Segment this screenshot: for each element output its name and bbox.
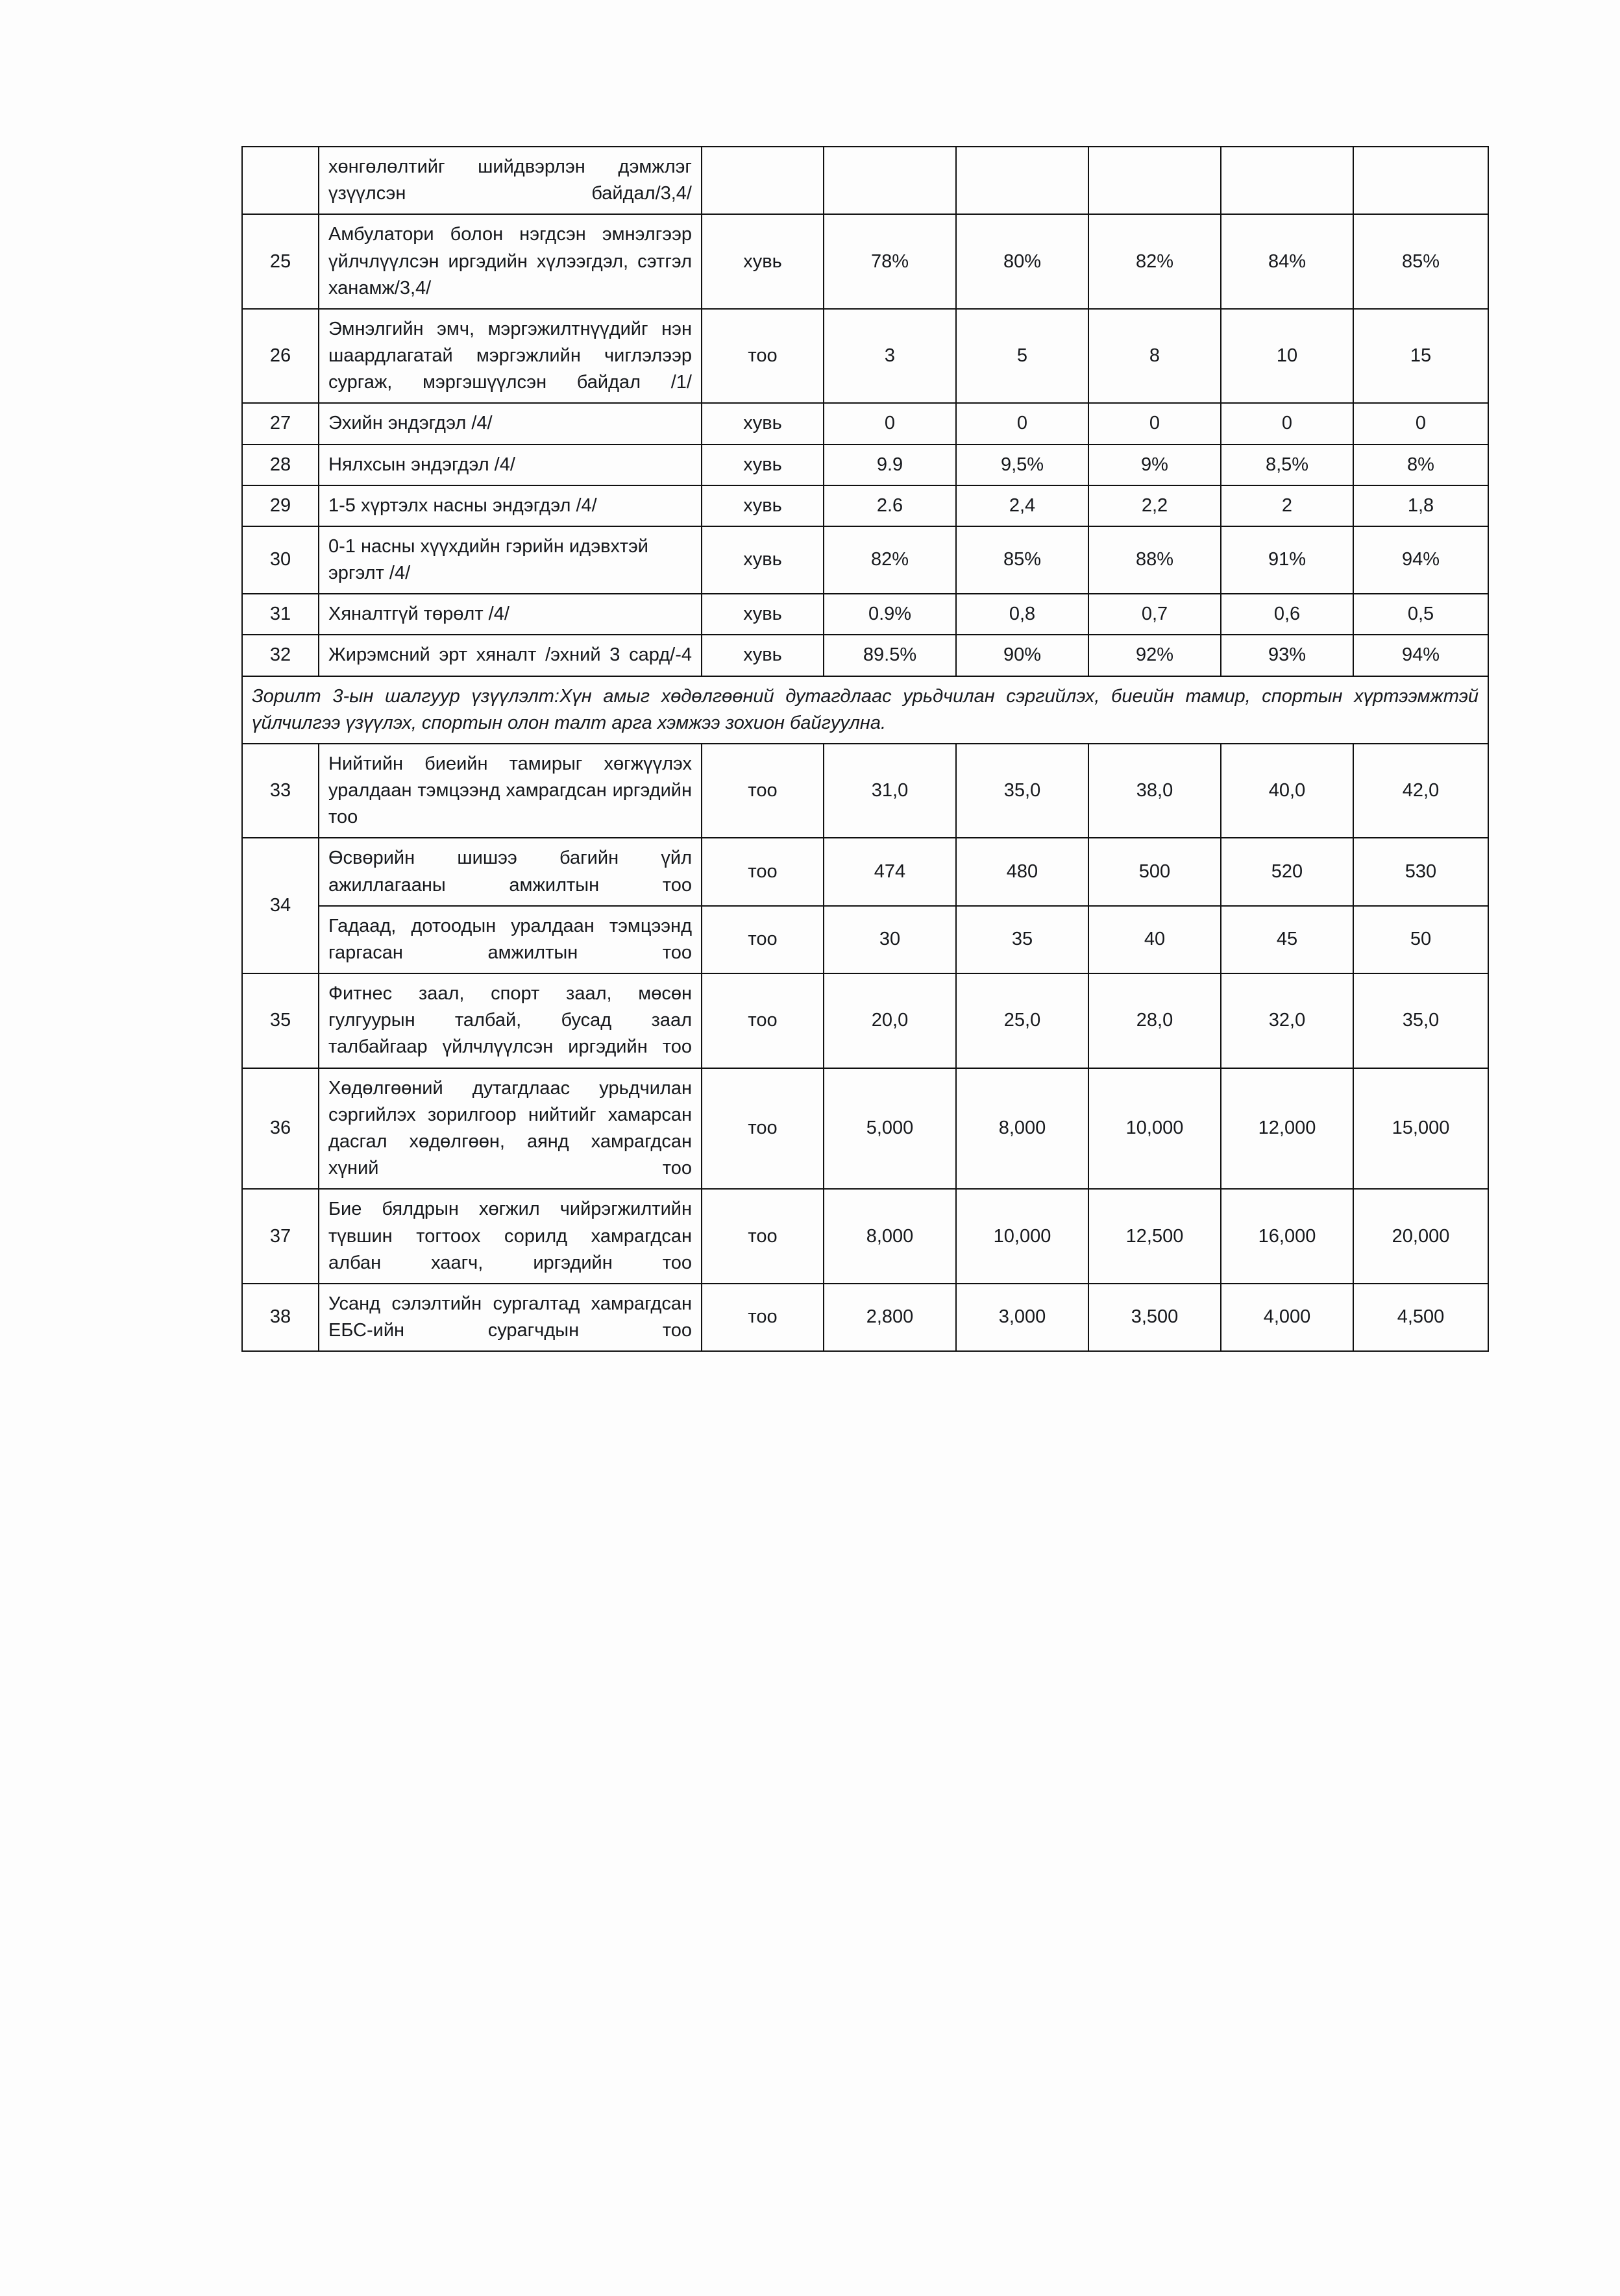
value-cell: 10 — [1221, 309, 1353, 404]
row-number: 25 — [242, 214, 319, 309]
value-cell: 8,000 — [824, 1189, 956, 1284]
value-cell — [1353, 147, 1488, 214]
value-cell: 8 — [1088, 309, 1221, 404]
value-cell: 84% — [1221, 214, 1353, 309]
value-cell: 92% — [1088, 635, 1221, 676]
value-cell: 12,000 — [1221, 1068, 1353, 1190]
value-cell: 480 — [956, 838, 1088, 905]
table-row — [242, 973, 1488, 1068]
unit-cell: тоо — [702, 973, 824, 1068]
value-cell: 1,8 — [1353, 485, 1488, 526]
value-cell: 9.9 — [824, 445, 956, 485]
value-cell: 28,0 — [1088, 973, 1221, 1068]
unit-cell: хувь — [702, 526, 824, 594]
row-number: 29 — [242, 485, 319, 526]
goal-statement: Зорилт 3-ын шалгуур үзүүлэлт:Хүн амыг хөдөлгөөний дутагдлаас урьдчилан сэргийлэх, биеийн тамир, спортын хүртээмжтэй үйлчилгээ үзүүлэх, спортын олон талт арга хэмжээ зохион байгуулна. — [242, 676, 1488, 744]
indicator-text: Өсвөрийн шишээ багийн үйл ажиллагааны амжилтын тоо — [319, 838, 702, 905]
value-cell: 3,500 — [1088, 1284, 1221, 1351]
value-cell — [824, 147, 956, 214]
value-cell: 25,0 — [956, 973, 1088, 1068]
value-cell: 78% — [824, 214, 956, 309]
value-cell: 2.6 — [824, 485, 956, 526]
value-cell: 15 — [1353, 309, 1488, 404]
indicator-text: Гадаад, дотоодын уралдаан тэмцээнд гаргасан амжилтын тоо — [319, 906, 702, 973]
value-cell: 0 — [824, 403, 956, 444]
table-row — [242, 485, 1488, 526]
indicator-text: Жирэмсний эрт хяналт /эхний 3 сард/-4 — [319, 635, 702, 676]
value-cell — [1088, 147, 1221, 214]
value-cell: 35,0 — [956, 744, 1088, 838]
value-cell: 0,6 — [1221, 594, 1353, 635]
unit-cell: тоо — [702, 838, 824, 905]
value-cell: 88% — [1088, 526, 1221, 594]
row-number: 34 — [242, 838, 319, 973]
value-cell: 2 — [1221, 485, 1353, 526]
row-number: 26 — [242, 309, 319, 404]
indicator-text: 1-5 хүртэлх насны эндэгдэл /4/ — [319, 485, 702, 526]
unit-cell: хувь — [702, 445, 824, 485]
value-cell: 0.9% — [824, 594, 956, 635]
unit-cell: хувь — [702, 485, 824, 526]
value-cell: 12,500 — [1088, 1189, 1221, 1284]
value-cell: 474 — [824, 838, 956, 905]
value-cell: 32,0 — [1221, 973, 1353, 1068]
value-cell: 0 — [956, 403, 1088, 444]
value-cell: 8,000 — [956, 1068, 1088, 1190]
indicator-text: Хөдөлгөөний дутагдлаас урьдчилан сэргийлэх зорилгоор нийтийг хамарсан дасгал хөдөлгөөн, аянд хамрагдсан хүний тоо — [319, 1068, 702, 1190]
value-cell: 0 — [1353, 403, 1488, 444]
unit-cell: тоо — [702, 1284, 824, 1351]
value-cell: 2,800 — [824, 1284, 956, 1351]
value-cell — [956, 147, 1088, 214]
value-cell: 4,500 — [1353, 1284, 1488, 1351]
value-cell: 35 — [956, 906, 1088, 973]
unit-cell: хувь — [702, 635, 824, 676]
value-cell: 9% — [1088, 445, 1221, 485]
value-cell: 2,2 — [1088, 485, 1221, 526]
indicator-text: Нялхсын эндэгдэл /4/ — [319, 445, 702, 485]
table-row — [242, 635, 1488, 676]
value-cell: 0 — [1221, 403, 1353, 444]
value-cell: 50 — [1353, 906, 1488, 973]
table-row — [242, 1189, 1488, 1284]
value-cell: 15,000 — [1353, 1068, 1488, 1190]
row-number: 38 — [242, 1284, 319, 1351]
unit-cell: тоо — [702, 1068, 824, 1190]
value-cell: 30 — [824, 906, 956, 973]
unit-cell: хувь — [702, 214, 824, 309]
value-cell: 82% — [1088, 214, 1221, 309]
value-cell: 4,000 — [1221, 1284, 1353, 1351]
indicator-text: хөнгөлөлтийг шийдвэрлэн дэмжлэг үзүүлсэн байдал/3,4/ — [319, 147, 702, 214]
value-cell: 40 — [1088, 906, 1221, 973]
indicator-text: Бие бялдрын хөгжил чийрэгжилтийн түвшин тогтоох сорилд хамрагдсан албан хаагч, иргэдийн тоо — [319, 1189, 702, 1284]
unit-cell: тоо — [702, 1189, 824, 1284]
indicator-text: Нийтийн биеийн тамирыг хөгжүүлэх уралдаан тэмцээнд хамрагдсан иргэдийн тоо — [319, 744, 702, 838]
value-cell: 94% — [1353, 635, 1488, 676]
value-cell: 10,000 — [1088, 1068, 1221, 1190]
table-row — [242, 838, 1488, 905]
value-cell: 90% — [956, 635, 1088, 676]
table-row — [242, 1068, 1488, 1190]
unit-cell: тоо — [702, 744, 824, 838]
value-cell: 35,0 — [1353, 973, 1488, 1068]
indicator-table — [241, 146, 1489, 1352]
value-cell: 82% — [824, 526, 956, 594]
value-cell: 8% — [1353, 445, 1488, 485]
table-row — [242, 445, 1488, 485]
value-cell: 80% — [956, 214, 1088, 309]
value-cell: 3 — [824, 309, 956, 404]
indicator-text: Эхийн эндэгдэл /4/ — [319, 403, 702, 444]
value-cell: 85% — [956, 526, 1088, 594]
row-number: 37 — [242, 1189, 319, 1284]
value-cell: 530 — [1353, 838, 1488, 905]
value-cell: 3,000 — [956, 1284, 1088, 1351]
value-cell: 0,8 — [956, 594, 1088, 635]
table-row — [242, 1284, 1488, 1351]
table-row — [242, 309, 1488, 404]
row-number: 30 — [242, 526, 319, 594]
row-number: 33 — [242, 744, 319, 838]
row-number: 28 — [242, 445, 319, 485]
row-number — [242, 147, 319, 214]
table-row — [242, 214, 1488, 309]
value-cell: 16,000 — [1221, 1189, 1353, 1284]
value-cell: 45 — [1221, 906, 1353, 973]
row-number: 35 — [242, 973, 319, 1068]
value-cell: 91% — [1221, 526, 1353, 594]
value-cell — [1221, 147, 1353, 214]
indicator-text: Фитнес заал, спорт заал, мөсөн гулгуурын талбай, бусад заал талбайгаар үйлчлүүлсэн иргэдийн тоо — [319, 973, 702, 1068]
value-cell: 10,000 — [956, 1189, 1088, 1284]
value-cell: 2,4 — [956, 485, 1088, 526]
value-cell: 20,0 — [824, 973, 956, 1068]
value-cell: 38,0 — [1088, 744, 1221, 838]
row-number: 31 — [242, 594, 319, 635]
row-number: 36 — [242, 1068, 319, 1190]
goal-row — [242, 676, 1488, 744]
unit-cell — [702, 147, 824, 214]
table-row — [242, 906, 1488, 973]
indicator-text: Эмнэлгийн эмч, мэргэжилтнүүдийг нэн шаардлагатай мэргэжлийн чиглэлээр сургаж, мэргэшүүлсэн байдал /1/ — [319, 309, 702, 404]
value-cell: 0 — [1088, 403, 1221, 444]
value-cell: 20,000 — [1353, 1189, 1488, 1284]
value-cell: 42,0 — [1353, 744, 1488, 838]
row-number: 32 — [242, 635, 319, 676]
value-cell: 9,5% — [956, 445, 1088, 485]
indicator-text: Амбулатори болон нэгдсэн эмнэлгээр үйлчлүүлсэн иргэдийн хүлээгдэл, сэтгэл ханамж/3,4/ — [319, 214, 702, 309]
value-cell: 94% — [1353, 526, 1488, 594]
table-row — [242, 594, 1488, 635]
unit-cell: тоо — [702, 309, 824, 404]
indicator-text: Усанд сэлэлтийн сургалтад хамрагдсан ЕБС-ийн сурагчдын тоо — [319, 1284, 702, 1351]
value-cell: 85% — [1353, 214, 1488, 309]
value-cell: 520 — [1221, 838, 1353, 905]
value-cell: 89.5% — [824, 635, 956, 676]
table-row — [242, 403, 1488, 444]
table-row — [242, 526, 1488, 594]
value-cell: 500 — [1088, 838, 1221, 905]
unit-cell: хувь — [702, 403, 824, 444]
unit-cell: тоо — [702, 906, 824, 973]
value-cell: 40,0 — [1221, 744, 1353, 838]
indicator-table-container — [241, 146, 1488, 1352]
value-cell: 0,5 — [1353, 594, 1488, 635]
value-cell: 31,0 — [824, 744, 956, 838]
row-number: 27 — [242, 403, 319, 444]
indicator-text: Хяналтгүй төрөлт /4/ — [319, 594, 702, 635]
value-cell: 5,000 — [824, 1068, 956, 1190]
table-row — [242, 744, 1488, 838]
value-cell: 0,7 — [1088, 594, 1221, 635]
table-row — [242, 147, 1488, 214]
value-cell: 8,5% — [1221, 445, 1353, 485]
indicator-text: 0-1 насны хүүхдийн гэрийн идэвхтэй эргэлт /4/ — [319, 526, 702, 594]
unit-cell: хувь — [702, 594, 824, 635]
value-cell: 5 — [956, 309, 1088, 404]
value-cell: 93% — [1221, 635, 1353, 676]
table-body — [242, 147, 1488, 1351]
